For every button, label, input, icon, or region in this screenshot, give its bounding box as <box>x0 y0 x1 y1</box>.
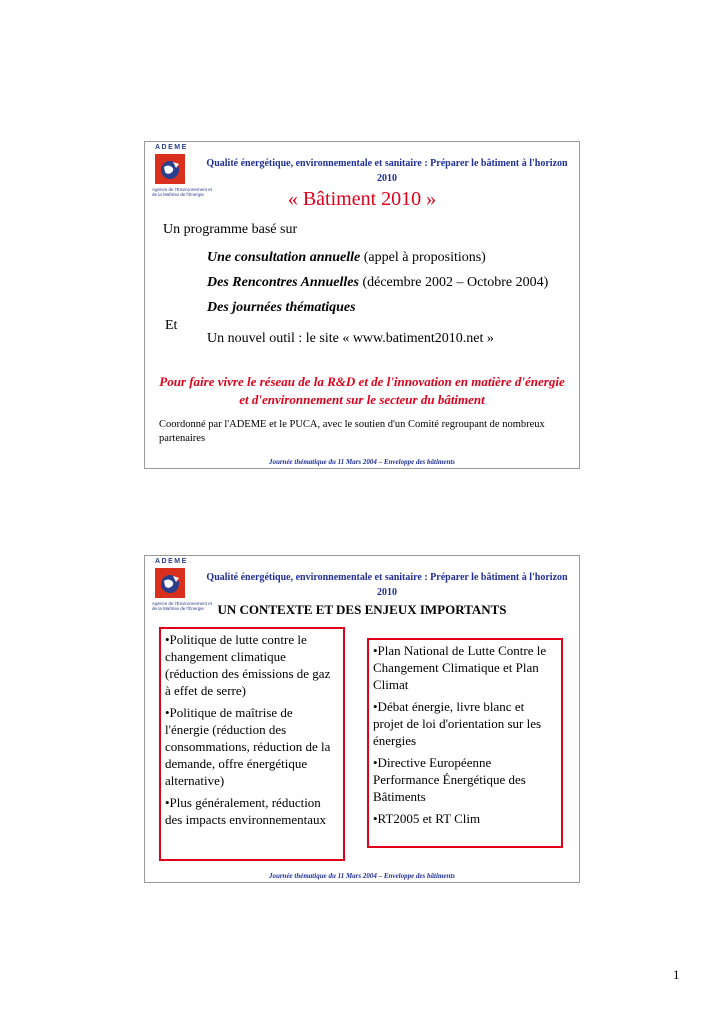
logo-name: ADEME <box>155 144 188 151</box>
program-item-label: Des Rencontres Annuelles <box>207 275 359 290</box>
context-bullet: •Débat énergie, livre blanc et projet de loi d'orientation sur les énergies <box>373 699 542 748</box>
slide-header: Qualité énergétique, environnementale et sanitaire : Préparer le bâtiment à l'horizon 2010 <box>206 572 568 598</box>
context-bullet: •Plan National de Lutte Contre le Changement Climatique et Plan Climat <box>373 643 547 692</box>
page-number: 1 <box>673 967 680 982</box>
mission-statement: Pour faire vivre le réseau de la R&D et de l'innovation en matière d'énergie et d'environnement sur le secteur du bâtiment <box>159 374 565 407</box>
program-item <box>207 250 486 266</box>
context-box-right <box>367 638 563 848</box>
slide-2 <box>144 555 580 883</box>
program-item-detail: (appel à propositions) <box>360 250 486 265</box>
program-intro: Un programme basé sur <box>163 222 298 237</box>
slide-footer: Journée thématique du 11 Mars 2004 – Enveloppe des bâtiments <box>268 458 456 466</box>
conjunction-et: Et <box>165 318 178 333</box>
program-item <box>207 275 548 291</box>
slide-title: UN CONTEXTE ET DES ENJEUX IMPORTANTS <box>217 602 507 617</box>
coordination-note: Coordonné par l'ADEME et le PUCA, avec le soutien d'un Comité regroupant de nombreux partenaires <box>159 419 545 444</box>
globe-icon <box>155 154 185 184</box>
logo-name: ADEME <box>155 558 188 565</box>
context-bullet: •RT2005 et RT Clim <box>373 811 481 826</box>
new-tool-line: Un nouvel outil : le site « www.batiment2010.net » <box>207 331 494 346</box>
slide-header: Qualité énergétique, environnementale et sanitaire : Préparer le bâtiment à l'horizon 2010 <box>206 158 568 184</box>
context-bullet: •Plus généralement, réduction des impacts environnementaux <box>165 795 327 827</box>
program-item-label: Des journées thématiques <box>207 300 356 315</box>
context-bullet: •Directive Européenne Performance Énergétique des Bâtiments <box>373 755 526 804</box>
logo-tagline: Agence de l'Environnement et de la Maîtrise de l'Énergie <box>152 601 212 611</box>
context-bullet: •Politique de lutte contre le changement climatique (réduction des émissions de gaz à effet de serre) <box>165 632 331 698</box>
program-item-label: Une consultation annuelle <box>207 250 361 265</box>
context-bullet: •Politique de maîtrise de l'énergie (réduction des consommations, réduction de la demande, offre énergétique alternative) <box>165 705 331 788</box>
context-box-left <box>159 627 345 861</box>
slide-footer: Journée thématique du 11 Mars 2004 – Enveloppe des bâtiments <box>268 872 456 880</box>
slide-1 <box>144 141 580 469</box>
program-item-detail: (décembre 2002 – Octobre 2004) <box>358 275 549 290</box>
logo-tagline: Agence de l'Environnement et de la Maîtrise de l'Énergie <box>152 187 212 197</box>
globe-icon <box>155 568 185 598</box>
slide-title: « Bâtiment 2010 » <box>287 188 437 210</box>
program-item <box>207 300 356 316</box>
